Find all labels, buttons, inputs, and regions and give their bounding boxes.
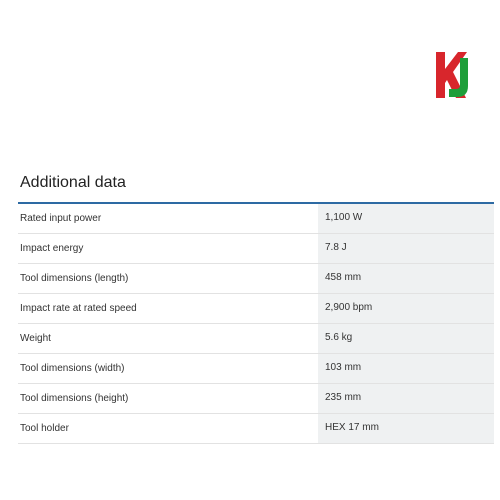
kj-logo-icon — [436, 52, 474, 98]
spec-value: 1,100 W — [318, 204, 494, 233]
spec-row-tool-holder — [18, 414, 494, 444]
spec-label: Impact energy — [18, 234, 318, 263]
spec-row-tool-height — [18, 384, 494, 414]
spec-value: 458 mm — [318, 264, 494, 293]
specs-table — [18, 204, 494, 444]
spec-label: Tool dimensions (length) — [18, 264, 318, 293]
spec-value: 5.6 kg — [318, 324, 494, 353]
spec-row-tool-width — [18, 354, 494, 384]
spec-row-weight — [18, 324, 494, 354]
spec-value: 235 mm — [318, 384, 494, 413]
spec-label: Tool holder — [18, 414, 318, 443]
spec-row-impact-energy — [18, 234, 494, 264]
spec-value: HEX 17 mm — [318, 414, 494, 443]
spec-label: Tool dimensions (width) — [18, 354, 318, 383]
spec-row-impact-rate — [18, 294, 494, 324]
spec-value: 103 mm — [318, 354, 494, 383]
spec-value: 7.8 J — [318, 234, 494, 263]
spec-row-rated-input-power — [18, 204, 494, 234]
spec-label: Impact rate at rated speed — [18, 294, 318, 323]
spec-row-tool-length — [18, 264, 494, 294]
kj-logo-graphic — [436, 52, 474, 98]
spec-label: Rated input power — [18, 204, 318, 233]
spec-label: Weight — [18, 324, 318, 353]
spec-label: Tool dimensions (height) — [18, 384, 318, 413]
section-title: Additional data — [20, 174, 126, 191]
spec-value: 2,900 bpm — [318, 294, 494, 323]
